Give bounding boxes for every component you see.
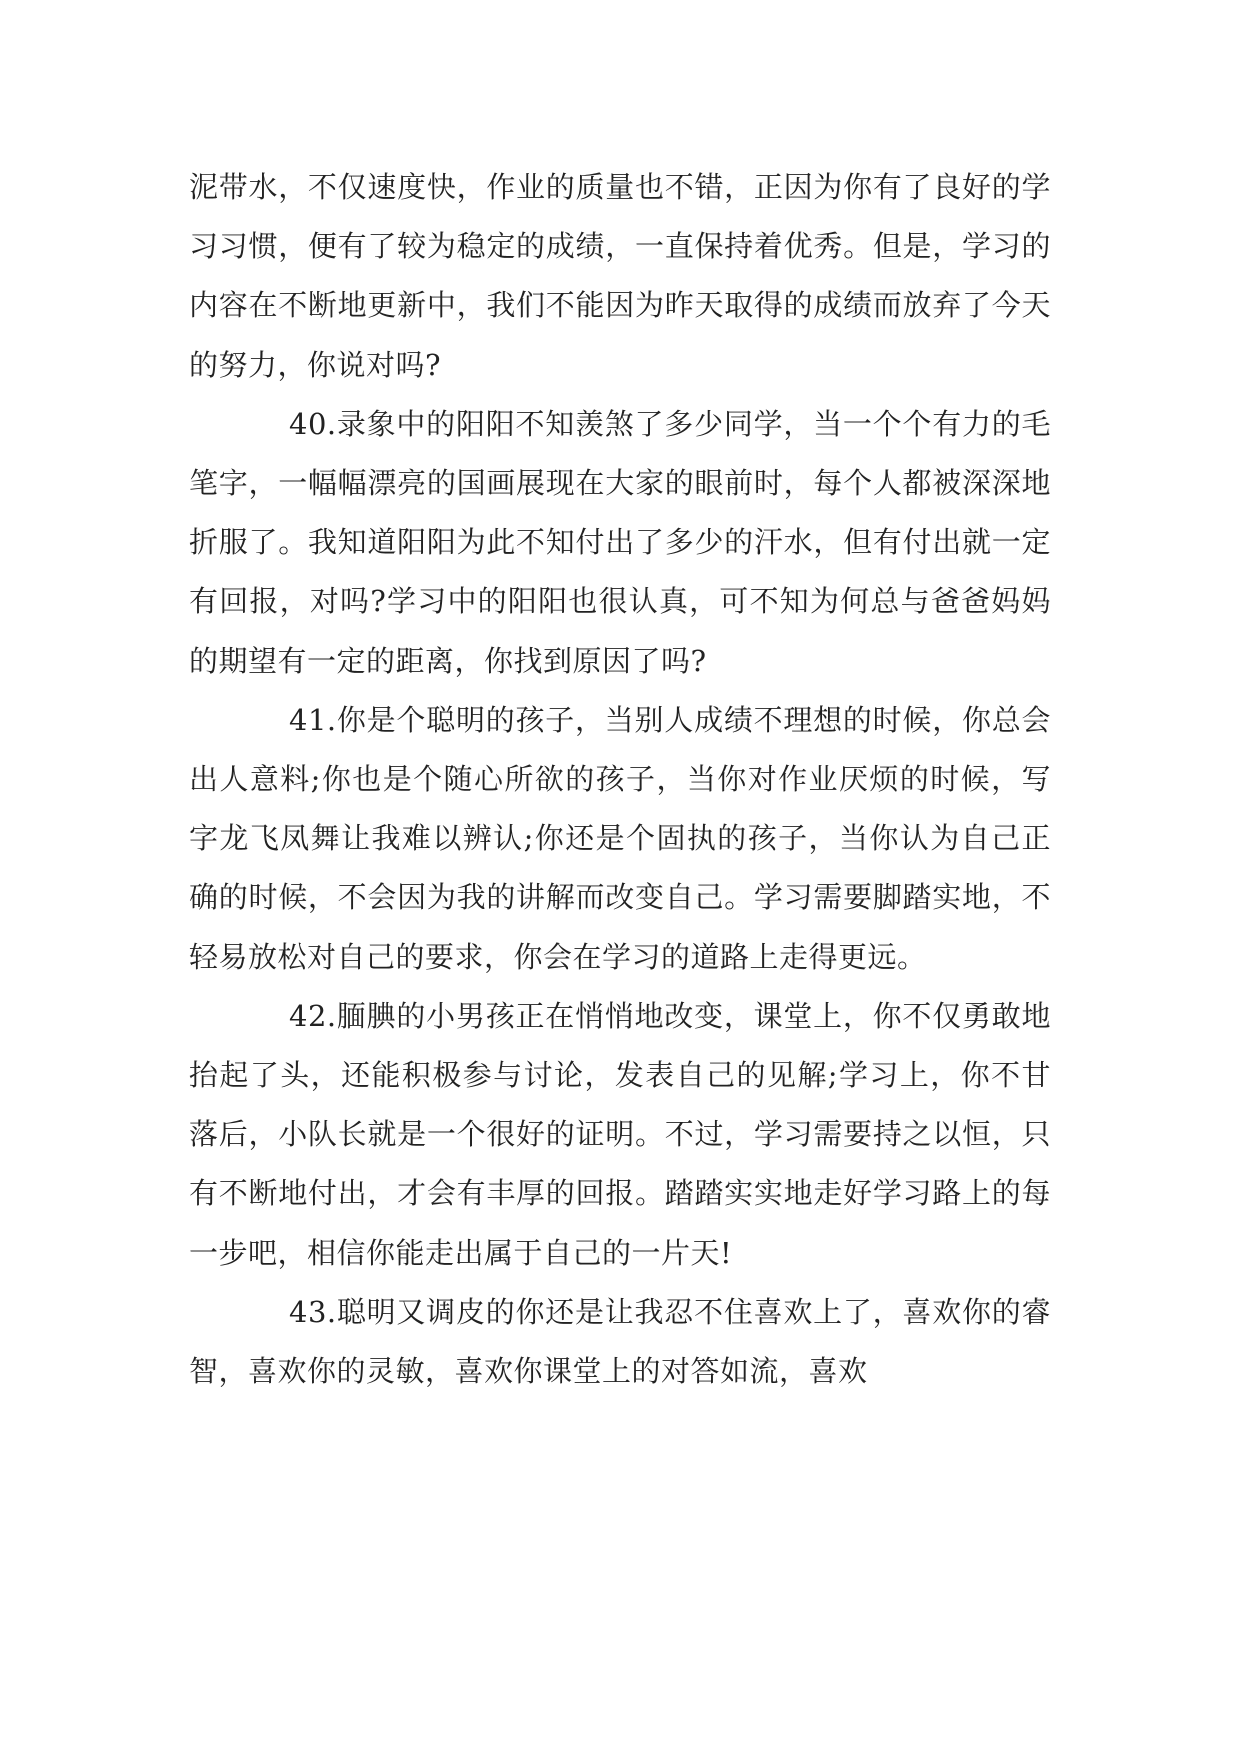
- paragraph-comment-40: 40.录象中的阳阳不知羡煞了多少同学，当一个个有力的毛笔字，一幅幅漂亮的国画展现在大家的眼前时，每个人都被深深地折服了。我知道阳阳为此不知付出了多少的汗水，但有付出就一定有回报，对吗?学习中的阳阳也很认真，可不知为何总与爸爸妈妈的期望有一定的距离，你找到原因了吗?: [189, 406, 1051, 678]
- paragraph-comment-42: 42.腼腆的小男孩正在悄悄地改变，课堂上，你不仅勇敢地抬起了头，还能积极参与讨论，发表自己的见解;学习上，你不甘落后，小队长就是一个很好的证明。不过，学习需要持之以恒，只有不断地付出，才会有丰厚的回报。踏踏实实地走好学习路上的每一步吧，相信你能走出属于自己的一片天!: [189, 998, 1051, 1270]
- paragraph-comment-41: 41.你是个聪明的孩子，当别人成绩不理想的时候，你总会出人意料;你也是个随心所欲的孩子，当你对作业厌烦的时候，写字龙飞凤舞让我难以辨认;你还是个固执的孩子，当你认为自己正确的时候，不会因为我的讲解而改变自己。学习需要脚踏实地，不轻易放松对自己的要求，你会在学习的道路上走得更远。: [189, 702, 1051, 974]
- document-body: [189, 158, 1051, 1401]
- paragraph-comment-43: 43.聪明又调皮的你还是让我忍不住喜欢上了，喜欢你的睿智，喜欢你的灵敏，喜欢你课堂上的对答如流，喜欢: [189, 1294, 1051, 1389]
- paragraph-continuation: 泥带水，不仅速度快，作业的质量也不错，正因为你有了良好的学习习惯，便有了较为稳定的成绩，一直保持着优秀。但是，学习的内容在不断地更新中，我们不能因为昨天取得的成绩而放弃了今天的努力，你说对吗?: [189, 170, 1051, 382]
